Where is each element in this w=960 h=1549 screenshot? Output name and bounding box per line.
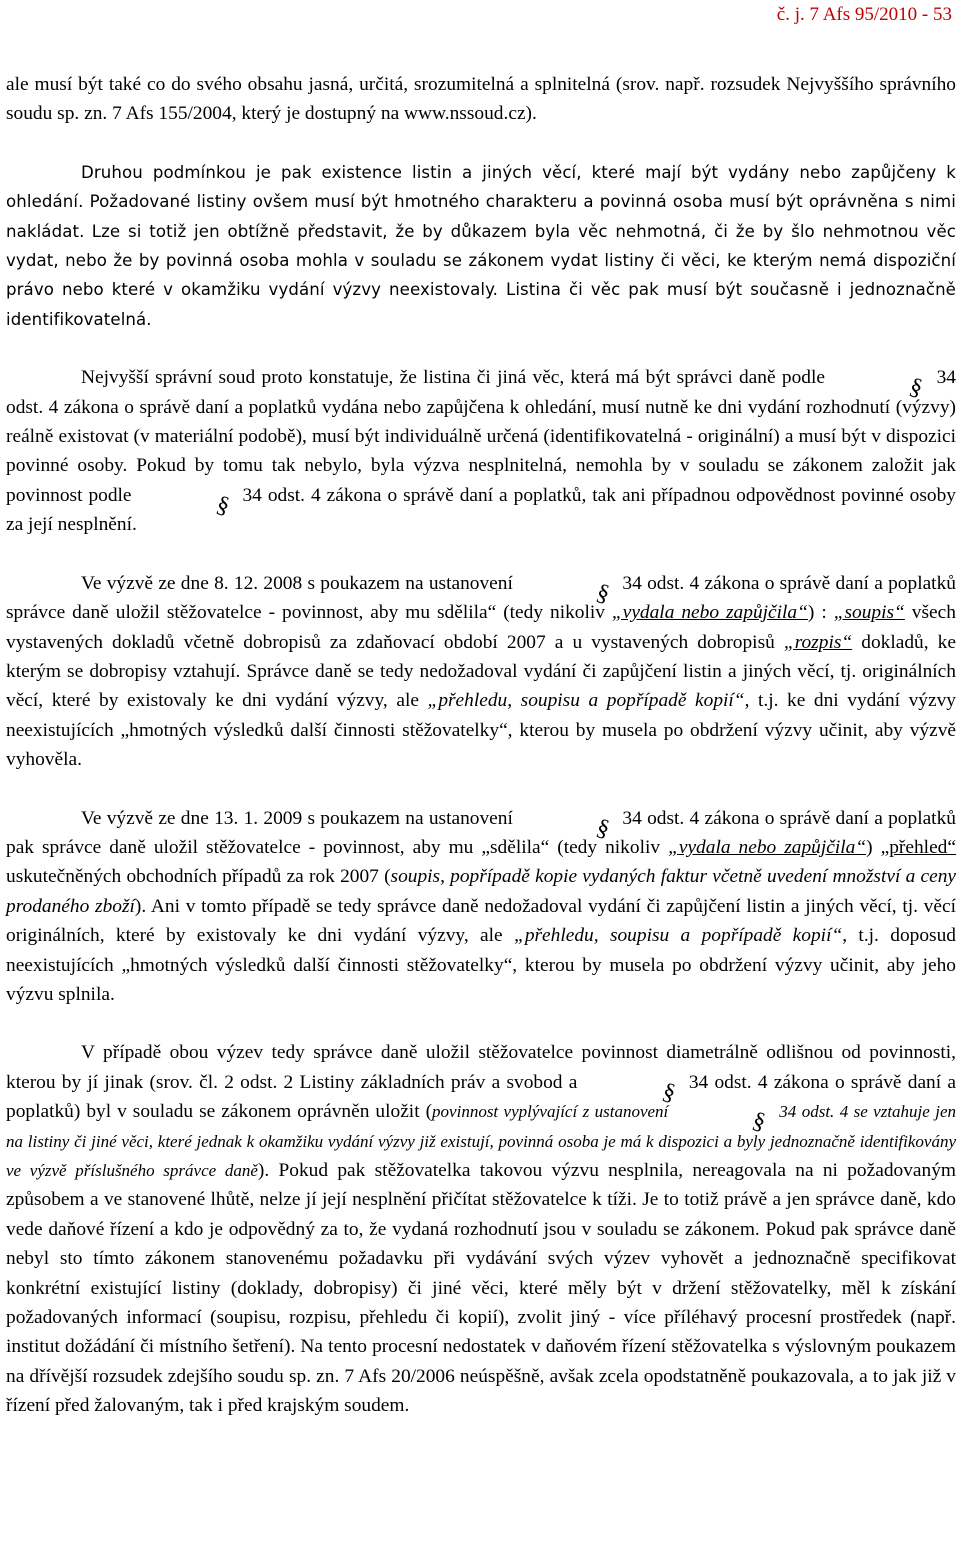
paragraph-text: , t.j. doposud neexistujících „hmotných výsledků další činnosti stěžovatelky“, kterou by musela po obdržení výzvy učinit, aby jeho výzvu splnila.	[6, 925, 956, 1005]
quoted-phrase: „přehledu, soupisu a popřípadě kopií“	[514, 925, 843, 947]
document-body	[6, 70, 956, 1421]
paragraph-text: ). Pokud pak stěžovatelka takovou výzvu nesplnila, nereagovala na ni požadovaným způsobem a ve stanovené lhůtě, nelze jí její nesplnění přičítat stěžovatelce k tíži. Je to totiž právě a jen správce daně, kdo vede daňové řízení a kdo je odpovědný za to, že vydaná rozhodnutí jsou v souladu se zákonem. Pokud pak správce daně nebyl sto tímto zákonem stanovenému požadavku při vydávání svých výzev vyhovět a jednoznačně specifikovat konkrétní existující listiny (doklady, dobropisy) či jiné věci, které měly být v držení stěžovatelky, měl k získání požadovaných informací (soupisu, rozpisu, přehledu či kopií), zvolit jiný - více příléhavý procesní prostředek (např. institut dožádání či místního šetření). Na tento procesní nedostatek v daňovém řízení stěžovatelka s výslovným poukazem na dřívější rozsudek zdejšího soudu sp. zn. 7 Afs 20/2006 neúspěšně, avšak zcela opodstatněně poukazovala, a to jak již v řízení před žalovaným, tak i před krajským soudem.	[6, 1160, 956, 1417]
section-sign: §	[593, 813, 614, 843]
quoted-phrase: „přehled“	[880, 836, 956, 858]
quoted-phrase: „vydala nebo zapůjčila“	[611, 602, 808, 624]
paragraph-text: Druhou podmínkou je pak existence listin a jiných věcí, které mají být vydány nebo zapůjčeny k ohledání. Požadované listiny ovšem musí být hmotného charakteru a povinná osoba musí být oprávněna s nimi nakládat.	[6, 162, 956, 241]
section-sign: §	[212, 491, 233, 520]
italic-phrase: 34 odst. 4 se vztahuje jen na listiny či jiné věci, které jednak k okamžiku vydání výzvy již existují, povinná osoba je má k dispozici a byly jednoznačně identifikovány ve výzvě příslušného správce daně	[6, 1102, 956, 1180]
italic-phrase: soupis, popřípadě kopie vydaných faktur včetně uvedení množství a ceny prodaného zboží	[6, 866, 956, 917]
section-sign: §	[906, 373, 927, 403]
quoted-phrase: „rozpis“	[783, 631, 853, 653]
section-sign: §	[659, 1078, 679, 1107]
quoted-phrase: „vydala nebo zapůjčila“	[668, 836, 867, 858]
paragraph-text: 34 odst. 4 zákona o správě daní a poplatků pak správce daně uložil stěžovatelce - povinnost, aby mu „sdělila“ (tedy nikoliv	[6, 807, 956, 858]
paragraph-1	[6, 70, 956, 129]
paragraph-text: ). Ani v tomto případě se tedy správce daně nedožadoval vydání či zapůjčení listin a jiných věcí, tj. věcí originálních, které by existovaly ke dni vydání výzvy, ale	[6, 895, 956, 947]
paragraph-text: )	[866, 836, 873, 858]
paragraph-2	[6, 158, 956, 334]
paragraph-text: Ve výzvě ze dne 8. 12. 2008 s poukazem na ustanovení	[81, 572, 513, 594]
paragraph-text: Nejvyšší správní soud proto konstatuje, že listina či jiná věc, která má být správci daně podle	[81, 367, 825, 389]
quoted-phrase: „přehledu, soupisu a popřípadě kopií“	[427, 690, 745, 712]
paragraph-6	[6, 1038, 956, 1420]
section-sign: §	[593, 579, 614, 608]
paragraph-text: dokladů, ke kterým se dobropisy vztahují. Správce daně se tedy nedožadoval vydání či zapůjčení listin a jiných věcí, tj. originálních věcí, které by existovaly ke dni vydání výzvy, ale	[6, 631, 956, 712]
paragraph-text: uskutečněných obchodních případů za rok 2007 (	[6, 866, 391, 888]
paragraph-text: 34 odst. 4 zákona o správě daní a poplatků vydána nebo zapůjčena k ohledání, musí nutně ke dni vydání rozhodnutí (výzvy) reálně existovat (v materiální podobě), musí být individuálně určená (identifikovatelná - originální) a musí být v dispozici povinné osoby. Pokud by tomu tak nebylo, byla výzva nesplnitelná, nemohla by v souladu se zákonem založit jak povinnost podle	[6, 367, 956, 506]
page-number: č. j. 7 Afs 95/2010 - 53	[776, 4, 952, 25]
quoted-phrase: „soupis“	[833, 602, 905, 624]
paragraph-3	[6, 363, 956, 539]
paragraph-text: Ve výzvě ze dne 13. 1. 2009 s poukazem na ustanovení	[81, 807, 513, 829]
paragraph-4	[6, 569, 956, 775]
paragraph-5	[6, 804, 956, 1010]
paragraph-text: ale musí být také co do svého obsahu jasná, určitá, srozumitelná a splnitelná (srov. např. rozsudek Nejvyššího správního soudu sp. zn. 7 Afs 155/2004, který je dostupný na www.nssoud.cz).	[6, 74, 956, 125]
italic-phrase: povinnost vyplývající z ustanovení	[432, 1102, 669, 1122]
paragraph-text: , t.j. ke dni vydání výzvy neexistujících „hmotných výsledků další činnosti stěžovatelky“, kterou by musela po obdržení výzvy učinit, aby výzvě vyhověla.	[6, 690, 956, 771]
paragraph-text: 34 odst. 4 zákona o správě daní a poplatků) byl v souladu se zákonem oprávněn uložit (	[6, 1071, 956, 1123]
paragraph-text: 34 odst. 4 zákona o správě daní a poplatků, tak ani případnou odpovědnost povinné osoby za její nesplnění.	[6, 484, 956, 536]
paragraph-text: ) :	[807, 602, 827, 624]
section-sign: §	[749, 1107, 770, 1136]
paragraph-text: V případě obou výzev tedy správce daně uložil stěžovatelce povinnost diametrálně odlišnou od povinnosti, kterou by jí jinak (srov. čl. 2 odst. 2 Listiny základních práv a svobod a	[6, 1042, 956, 1093]
paragraph-text: 34 odst. 4 zákona o správě daní a poplatků správce daně uložil stěžovatelce - povinnost, aby mu sdělila“ (tedy nikoliv	[6, 572, 956, 624]
paragraph-text: všech vystavených dokladů včetně dobropisů za zdaňovací období 2007 a u vystavených dobropisů	[6, 602, 956, 653]
paragraph-text: Lze si totiž jen obtížně představit, že by důkazem byla věc nehmotná, či že by šlo nehmotnou věc vydat, nebo že by povinná osoba mohla v souladu se zákonem vydat listiny či věci, ke kterým nemá dispoziční právo nebo které v okamžiku vydání výzvy neexistovaly. Listina či věc pak musí být současně i jednoznačně identifikovatelná.	[6, 221, 956, 329]
